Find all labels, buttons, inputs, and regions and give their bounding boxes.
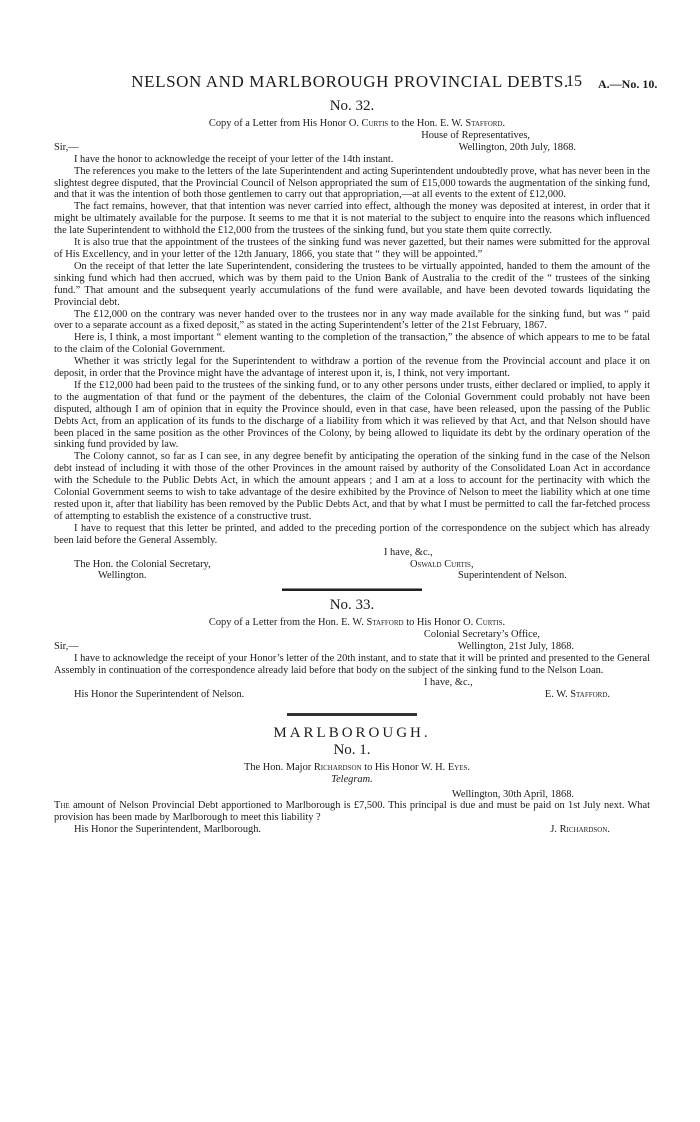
addressee: His Honor the Superintendent, Marlborough. [74, 824, 262, 836]
letter-caption: Copy of a Letter from His Honor O. Curtis to the Hon. E. W. Stafford. [208, 118, 506, 129]
paragraph: Here is, I think, a most important “ element wanting to the completion of the transaction,” the absence of which appears to me to be fatal to the claim of the Colonial Government. [54, 332, 650, 356]
caption-recipient: W. H. Eyes. [421, 761, 470, 773]
paragraph: If the £12,000 had been paid to the trustees of the sinking fund, or to any other persons under trusts, either declared or implied, to apply it to the augmentation of that fund or the payment of the debentures, the claim of the Colonial Government could probably not have been disputed, although I am of opinion that in equity the Province should, even in that case, have been released, upon the passing of the Public Debts Act, from an application of its funds to the discharge of a liability from which it was relieved by that Act, and that Nelson should have been placed in the same position as the other Provinces of the Colony, by being allowed to liquidate its debt by the ordinary operation of the sinking fund provided by law. [54, 379, 650, 451]
section-heading: MARLBOROUGH. [273, 724, 431, 741]
paragraph: I have to request that this letter be printed, and added to the preceding portion of the correspondence on the subject which has already been laid before the General Assembly. [54, 522, 650, 546]
closing: I have, &c., [424, 676, 473, 688]
signature: J. Richardson. [550, 824, 610, 836]
paragraph: I have the honor to acknowledge the receipt of your letter of the 14th instant. [74, 153, 394, 165]
letter-33 [54, 597, 650, 700]
caption-author: E. W. Stafford [341, 617, 404, 629]
caption-recipient: O. Curtis. [463, 617, 506, 629]
signature: E. W. Stafford. [544, 688, 610, 700]
section-divider [282, 588, 422, 591]
letter-number: No. 1. [333, 741, 371, 758]
letter-caption: The Hon. Major Richardson to His Honor W. H. Eyes. [243, 761, 470, 773]
letter-address: House of Representatives, [421, 129, 530, 141]
paragraph: On the receipt of that letter the late Superintendent, considering the trustees to be virtually appointed, handed to them the amount of the sinking fund which had then accrued, which was by them paid to the Union Bank of Australia to the credit of the “ trustees of the sinking fund.” That amount and the subsequent yearly accumulations of the fund were available, and have been devoted towards liquidating the Provincial debt. [54, 260, 650, 308]
paragraph: The Colony cannot, so far as I can see, in any degree benefit by anticipating the operation of the sinking fund in the case of the Nelson debt instead of including it with those of the other Provinces in the amount raised by authority of the Consolidated Loan Act in accordance with the Schedule to the Public Debts Act, in which the amount appears ; and I am at a loss to account for the pertinacity with which the Colonial Government seems to wish to take advantage of the desire exhibited by the Province of Nelson to meet the liability which at one time rested upon it, after that liability has been removed by the Public Debts Act, and that by what I must be permitted to call the far-fetched process of attempting to establish the existence of a constructive trust. [54, 451, 650, 522]
paragraph: Whether it was strictly legal for the Superintendent to withdraw a portion of the revenue from the Provincial account and place it on deposit, in order that the Province might have the advantage of interest upon it, is, I think, not very important. [54, 356, 650, 380]
caption-author: O. Curtis [348, 118, 389, 129]
marlborough-section [54, 724, 650, 836]
caption-author: Richardson [313, 761, 362, 773]
paragraph: The fact remains, however, that that intention was never carried into effect, although the money was deposited at interest, in order that it might be ultimately available for the purpose. It seems to me that it is not material to the subject to enquire into the reasons which influenced the late Superintendent to withhold the £12,000 from the trustees of the sinking fund, but you state them quite correctly. [54, 201, 650, 237]
signer-title: Superintendent of Nelson. [458, 570, 567, 582]
signature: Oswald Curtis, [410, 558, 474, 570]
page-number: 15 [566, 73, 582, 90]
paragraph: The references you make to the letters of the late Superintendent and acting Superintendent undoubtedly prove, what has never been in the slightest degree disputed, that the Provincial Council of Nelson appropriated the sum of £15,000 towards the augmentation of the sinking fund, and that it was the intention of both those gentlemen to carry out that appropriation,—at all events to the extent of £12,000. [54, 165, 650, 201]
telegram-date: Wellington, 30th April, 1868. [451, 788, 574, 800]
letter-address: Colonial Secretary’s Office, [423, 629, 540, 641]
closing: I have, &c., [384, 546, 433, 558]
addressee: His Honor the Superintendent of Nelson. [74, 688, 245, 700]
letter-number: No. 33. [329, 597, 375, 614]
salutation: Sir,— [54, 641, 79, 653]
section-divider [287, 713, 417, 716]
letter-date: Wellington, 21st July, 1868. [457, 641, 574, 653]
paragraph: I have to acknowledge the receipt of your Honor’s letter of the 20th instant, and to state that it will be printed and presented to the General Assembly in continuation of the correspondence already laid before that body on the subject of the sinking fund to the Nelson Loan. [54, 653, 650, 676]
running-header [0, 72, 700, 98]
addressee: The Hon. the Colonial Secretary, [74, 558, 211, 570]
letter-number: No. 32. [329, 98, 375, 114]
letter-32 [54, 98, 650, 582]
paragraph: It is also true that the appointment of the trustees of the sinking fund was never gazetted, but their names were submitted for the approval of His Excellency, and in your letter of the 12th January, 1866, you state that “ they will be appointed.” [54, 237, 650, 260]
telegram-body: The amount of Nelson Provincial Debt apportioned to Marlborough is £7,500. This principal is due and must be paid on 1st July next. What provision has been made by Marlborough to meet this liability ? [54, 800, 650, 824]
caption-recipient: E. W. Stafford. [439, 118, 506, 129]
paragraph: The £12,000 on the contrary was never handed over to the trustees nor in any way made available for the sinking fund, but was “ paid over to a separate account as a fixed deposit,” as stated in the acting Superintendent’s letter of the 21st February, 1867. [54, 308, 650, 332]
salutation: Sir,— [54, 141, 79, 153]
addressee-city: Wellington. [98, 570, 147, 582]
document-reference: A.—No. 10. [598, 77, 658, 91]
letter-date: Wellington, 20th July, 1868. [458, 141, 576, 153]
page-header-title: NELSON AND MARLBOROUGH PROVINCIAL DEBTS. [131, 72, 569, 91]
letter-caption: Copy of a Letter from the Hon. E. W. Stafford to His Honor O. Curtis. [208, 617, 506, 629]
telegram-label: Telegram. [331, 773, 373, 785]
